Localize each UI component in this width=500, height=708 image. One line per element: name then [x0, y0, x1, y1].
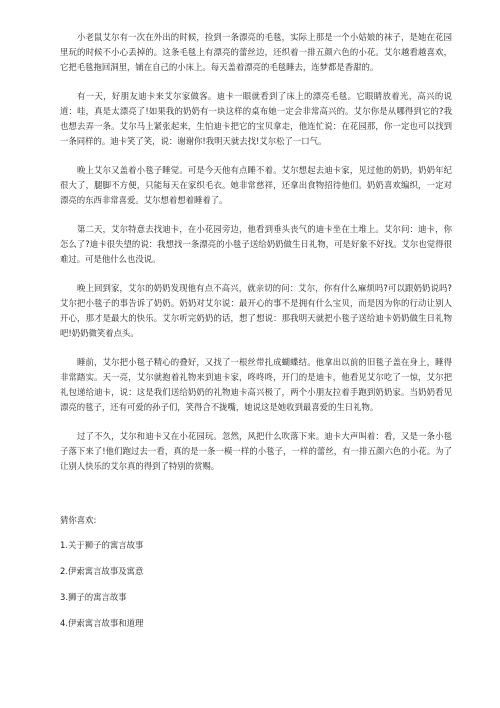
- related-link[interactable]: 4.伊索寓言故事和道理: [60, 618, 144, 628]
- story-paragraph: 有一天，好朋友迪卡来艾尔家做客。迪卡一眼就看到了床上的漂亮毛毯。它眼睛放着光，高兴的说道：哇，真是太漂亮了!如果我的奶奶有一块这样的桌布她一定会非常高兴的。艾尔你是从哪得到它的?我也想去弄一条。艾尔马上紧张起来，生怕迪卡把它的宝贝拿走，他连忙说：在花园那，你一定也可以找到一条同样的。迪卡笑了笑，说：谢谢你!我明天就去找!艾尔松了一口气。: [60, 91, 452, 146]
- related-section: [60, 513, 452, 642]
- related-link[interactable]: 3.狮子的寓言故事: [60, 592, 127, 602]
- related-list: [60, 538, 452, 642]
- related-link[interactable]: 1.关于狮子的寓言故事: [60, 540, 144, 550]
- story-paragraph: 晚上艾尔又盖着小毯子睡觉。可是今天他有点睡不着。艾尔想起去迪卡家，见过他的奶奶，奶奶年纪很大了，腿脚不方便，只能每天在家织毛衣。她非常慈祥，还拿出食物招待他们。奶奶喜欢编织，一定对漂亮的东西非常喜爱。艾尔想着想着睡着了。: [60, 165, 452, 205]
- story-paragraph: 第二天，艾尔特意去找迪卡，在小花园旁边，他看到垂头丧气的迪卡坐在土堆上。艾尔问：迪卡，你怎么了?迪卡很失望的说：我想找一条漂亮的小毯子送给奶奶做生日礼物，可是好象不好找。艾尔也觉得很难过。可是他什么也没说。: [60, 224, 452, 264]
- story-paragraph: 小老鼠艾尔有一次在外出的时候，捡到一条漂亮的毛毯，实际上那是一个小姑娘的袜子，是她在花园里玩的时候不小心丢掉的。这条毛毯上有漂亮的蕾丝边，还织着一排五颜六色的小花。艾尔越看越喜欢，它把毛毯拖回洞里，铺在自己的小床上。每天盖着漂亮的毛毯睡去，连梦都是香甜的。: [60, 32, 452, 72]
- related-link[interactable]: 2.伊索寓言故事及寓意: [60, 566, 144, 576]
- list-item: [60, 616, 452, 642]
- related-title: 猜你喜欢:: [60, 515, 97, 525]
- story-paragraph: 晚上回到家，艾尔的奶奶发现他有点不高兴，就亲切的问：艾尔，你有什么麻烦吗?可以跟奶奶说吗?艾尔把小毯子的事告诉了奶奶。奶奶对艾尔说：最开心的事不是拥有什么宝贝，而是因为你的行动让别人开心，那才是最大的快乐。艾尔听完奶奶的话，想了想说：那我明天就把小毯子送给迪卡奶奶做生日礼物吧!奶奶微笑着点头。: [60, 283, 452, 338]
- story-body: [60, 30, 452, 488]
- story-paragraph: 过了不久，艾尔和迪卡又在小花园玩。忽然，风把什么吹落下来。迪卡大声叫着：看，又是一条小毯子落下来了!他们跑过去一看，真的是一条一模一样的小毯子，一样的蕾丝，有一排五颜六色的小花。为了让别人快乐的艾尔真的得到了特别的赏赐。: [60, 431, 452, 471]
- story-paragraph: 睡前，艾尔把小毯子精心的叠好，又找了一根丝带扎成蝴蝶结。他拿出以前的旧毯子盖在身上，睡得非常踏实。天一亮，艾尔就抱着礼物来到迪卡家，咚咚咚，开门的是迪卡，他看见艾尔吃了一惊，艾尔把礼包递给迪卡，说：这是我们送给奶奶的礼物迪卡高兴极了，两个小朋友拉着手跑到奶奶家。当奶奶看见漂亮的毯子，还有可爱的孙子们，笑得合不拢嘴，她说这是她收到最喜爱的生日礼物。: [60, 357, 452, 412]
- list-item: [60, 590, 452, 616]
- list-item: [60, 538, 452, 564]
- list-item: [60, 564, 452, 590]
